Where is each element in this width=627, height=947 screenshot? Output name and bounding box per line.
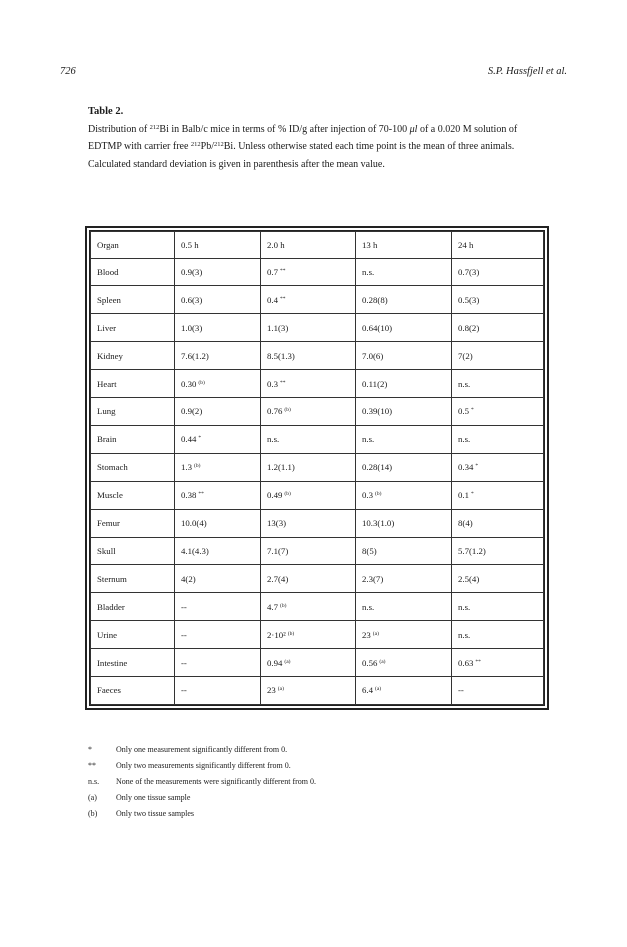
- cell-value: 0.94: [267, 657, 283, 668]
- table-row: [91, 342, 544, 370]
- caption-superscript: 212: [190, 141, 201, 148]
- cell-value: 0.39(10): [362, 406, 393, 417]
- cell-value: n.s.: [458, 601, 471, 612]
- cell-value: 1.1(3): [267, 322, 289, 333]
- organ-cell: Skull: [91, 537, 175, 565]
- cell-value: 1.3: [181, 462, 192, 473]
- organ-cell: Urine: [91, 621, 175, 649]
- cell-value: 0.7(3): [458, 267, 480, 278]
- footnote-symbol: (b): [88, 809, 98, 818]
- significance-mark: (a): [284, 658, 291, 665]
- significance-mark: (b): [375, 491, 382, 498]
- table-row: [91, 425, 544, 453]
- significance-mark: (b): [287, 630, 295, 637]
- organ-cell: Spleen: [91, 286, 175, 314]
- value-cell: [356, 453, 452, 481]
- table-row: [91, 509, 544, 537]
- cell-value: 4.1(4.3): [181, 545, 209, 556]
- cell-value: n.s.: [362, 434, 375, 445]
- value-cell: [356, 593, 452, 621]
- cell-value: 0.9(2): [181, 406, 203, 417]
- value-cell: [261, 649, 356, 677]
- cell-value: n.s.: [458, 378, 471, 389]
- table-row: [91, 649, 544, 677]
- table-inner-frame: [89, 230, 545, 706]
- cell-value: 0.30: [181, 378, 197, 389]
- caption-unit: μl: [409, 123, 418, 135]
- footnote: [88, 790, 316, 806]
- cell-value: 1.2(1.1): [267, 462, 295, 473]
- cell-value: 0.44: [181, 434, 197, 445]
- cell-value: --: [181, 685, 187, 696]
- value-cell: [452, 676, 544, 704]
- value-cell: [175, 398, 261, 426]
- value-cell: [175, 509, 261, 537]
- cell-value: 0.8(2): [458, 322, 480, 333]
- cell-value: 23: [267, 685, 276, 696]
- header-cell: 24 h: [452, 232, 544, 259]
- footnote-symbol: **: [88, 761, 96, 770]
- footnote: [88, 742, 316, 758]
- significance-mark: (a): [277, 686, 284, 693]
- cell-value: n.s.: [458, 434, 471, 445]
- value-cell: [261, 398, 356, 426]
- cell-value: n.s.: [362, 267, 375, 278]
- cell-value: 0.28(14): [362, 462, 393, 473]
- value-cell: [356, 425, 452, 453]
- value-cell: [175, 481, 261, 509]
- value-cell: [452, 649, 544, 677]
- organ-cell: Stomach: [91, 453, 175, 481]
- value-cell: [175, 453, 261, 481]
- value-cell: [356, 649, 452, 677]
- cell-value: 2.5(4): [458, 573, 480, 584]
- cell-value: 8.5(1.3): [267, 350, 295, 361]
- footnote-text: Only one tissue sample: [116, 793, 191, 802]
- value-cell: [452, 370, 544, 398]
- value-cell: [175, 258, 261, 286]
- table-row: [91, 258, 544, 286]
- organ-cell: Femur: [91, 509, 175, 537]
- table-row: [91, 593, 544, 621]
- table-row: [91, 676, 544, 704]
- table-row: [91, 370, 544, 398]
- cell-value: --: [458, 685, 464, 696]
- significance-mark: (b): [194, 463, 201, 470]
- cell-value: 0.34: [458, 462, 474, 473]
- footnote: [88, 758, 316, 774]
- value-cell: [452, 286, 544, 314]
- organ-cell: Heart: [91, 370, 175, 398]
- value-cell: [356, 286, 452, 314]
- value-cell: [261, 258, 356, 286]
- cell-value: 1.0(3): [181, 322, 203, 333]
- header-cell: 0.5 h: [175, 232, 261, 259]
- value-cell: [356, 370, 452, 398]
- distribution-table-frame: [85, 226, 549, 710]
- organ-cell: Muscle: [91, 481, 175, 509]
- caption-part: Bi in Balb/c mice in terms of % ID/g after injection of 70-100: [159, 123, 410, 135]
- cell-value: 7.1(7): [267, 545, 289, 556]
- footnote-symbol: n.s.: [88, 777, 100, 786]
- organ-cell: Brain: [91, 425, 175, 453]
- table-row: [91, 621, 544, 649]
- significance-mark: (b): [284, 407, 291, 414]
- significance-mark: **: [280, 295, 286, 302]
- cell-value: 0.49: [267, 490, 283, 501]
- table-body: [91, 258, 544, 704]
- footnote: [88, 774, 316, 790]
- cell-value: n.s.: [267, 434, 280, 445]
- value-cell: [261, 481, 356, 509]
- organ-cell: Liver: [91, 314, 175, 342]
- footnote-symbol: *: [88, 745, 92, 754]
- cell-value: 0.56: [362, 657, 378, 668]
- value-cell: [356, 621, 452, 649]
- page-number: 726: [60, 66, 76, 77]
- cell-value: 0.5: [458, 406, 469, 417]
- value-cell: [452, 342, 544, 370]
- cell-value: 0.1: [458, 490, 469, 501]
- footnote-text: Only two tissue samples: [116, 809, 194, 818]
- running-author: S.P. Hassfjell et al.: [487, 66, 567, 77]
- cell-value: 23: [362, 629, 371, 640]
- value-cell: [356, 509, 452, 537]
- cell-value: 0.9(3): [181, 267, 203, 278]
- organ-cell: Kidney: [91, 342, 175, 370]
- value-cell: [175, 370, 261, 398]
- significance-mark: **: [475, 658, 481, 665]
- cell-value: 10.3(1.0): [362, 518, 395, 529]
- organ-cell: Lung: [91, 398, 175, 426]
- table-row: [91, 398, 544, 426]
- table-header-row: [91, 232, 544, 259]
- value-cell: [261, 593, 356, 621]
- value-cell: [261, 453, 356, 481]
- value-cell: [261, 565, 356, 593]
- organ-cell: Faeces: [91, 676, 175, 704]
- cell-value: 0.38: [181, 490, 197, 501]
- header-cell: 13 h: [356, 232, 452, 259]
- value-cell: [261, 537, 356, 565]
- value-cell: [452, 621, 544, 649]
- header-cell: 2.0 h: [261, 232, 356, 259]
- cell-value: 8(4): [458, 518, 473, 529]
- value-cell: [356, 537, 452, 565]
- value-cell: [175, 649, 261, 677]
- footnote-text: None of the measurements were significantly different from 0.: [116, 777, 317, 786]
- caption-part: of a 0.020 M solution of EDTMP with carrier free: [88, 123, 518, 152]
- cell-value: 4.7: [267, 601, 278, 612]
- value-cell: [261, 425, 356, 453]
- value-cell: [175, 593, 261, 621]
- cell-value: 0.6(3): [181, 294, 203, 305]
- cell-value: n.s.: [362, 601, 375, 612]
- value-cell: [356, 258, 452, 286]
- value-cell: [175, 286, 261, 314]
- value-cell: [452, 425, 544, 453]
- caption-superscript: 212: [214, 141, 224, 148]
- cell-value: 7.6(1.2): [181, 350, 209, 361]
- value-cell: [356, 398, 452, 426]
- value-cell: [452, 593, 544, 621]
- caption-part: Bi. Unless otherwise stated each time point is the mean of three animals. Calculated standard deviation is given in parenthesis after the mean value.: [88, 141, 515, 170]
- cell-value: 0.64(10): [362, 322, 393, 333]
- significance-mark: *: [471, 491, 474, 498]
- significance-mark: (b): [280, 602, 287, 609]
- cell-value: 13(3): [267, 518, 287, 529]
- cell-value: 5.7(1.2): [458, 545, 486, 556]
- value-cell: [175, 314, 261, 342]
- table-row: [91, 537, 544, 565]
- header-cell: Organ: [91, 232, 175, 259]
- cell-value: 0.3: [267, 378, 278, 389]
- footnote-text: Only two measurements significantly different from 0.: [116, 761, 291, 770]
- value-cell: [261, 621, 356, 649]
- significance-mark: (a): [375, 686, 382, 693]
- caption-part: Pb/: [200, 141, 215, 152]
- cell-value: 4(2): [181, 573, 196, 584]
- cell-value: --: [181, 657, 187, 668]
- cell-value: 0.63: [458, 657, 474, 668]
- value-cell: [175, 342, 261, 370]
- value-cell: [175, 565, 261, 593]
- significance-mark: *: [198, 435, 202, 442]
- cell-value: 10.0(4): [181, 518, 207, 529]
- significance-mark: (a): [379, 658, 386, 665]
- organ-cell: Sternum: [91, 565, 175, 593]
- value-cell: [261, 314, 356, 342]
- value-cell: [261, 342, 356, 370]
- value-cell: [261, 286, 356, 314]
- significance-mark: **: [280, 268, 286, 275]
- significance-mark: (b): [284, 491, 291, 498]
- cell-value: 2.3(7): [362, 573, 384, 584]
- caption-superscript: 212: [149, 123, 160, 131]
- cell-value: 0.3: [362, 490, 373, 501]
- significance-mark: **: [280, 379, 286, 386]
- value-cell: [356, 314, 452, 342]
- value-cell: [175, 425, 261, 453]
- table-row: [91, 286, 544, 314]
- value-cell: [175, 621, 261, 649]
- value-cell: [452, 314, 544, 342]
- value-cell: [452, 509, 544, 537]
- table-row: [91, 453, 544, 481]
- value-cell: [356, 676, 452, 704]
- caption-text: [88, 121, 548, 174]
- footnote: [88, 806, 316, 822]
- significance-mark: *: [475, 463, 479, 470]
- table-row: [91, 565, 544, 593]
- cell-value: 0.11(2): [362, 378, 388, 389]
- value-cell: [175, 676, 261, 704]
- organ-cell: Bladder: [91, 593, 175, 621]
- cell-value: 7(2): [458, 350, 473, 361]
- value-cell: [452, 565, 544, 593]
- value-cell: [452, 398, 544, 426]
- table-row: [91, 314, 544, 342]
- organ-cell: Blood: [91, 258, 175, 286]
- significance-mark: *: [471, 407, 474, 414]
- value-cell: [356, 565, 452, 593]
- value-cell: [261, 370, 356, 398]
- value-cell: [356, 481, 452, 509]
- table-title: Table 2.: [88, 106, 124, 117]
- significance-mark: (b): [198, 379, 205, 386]
- cell-value: 0.7: [267, 267, 278, 278]
- cell-value: --: [181, 629, 187, 640]
- cell-value: 8(5): [362, 545, 377, 556]
- significance-mark: (a): [372, 630, 379, 637]
- value-cell: [356, 342, 452, 370]
- cell-value: 6.4: [362, 685, 373, 696]
- cell-value: 7.0(6): [362, 350, 384, 361]
- cell-value: 0.76: [267, 406, 283, 417]
- footnote-symbol: (a): [88, 793, 97, 802]
- cell-value: 0.4: [267, 294, 278, 305]
- value-cell: [175, 537, 261, 565]
- table-caption: [88, 103, 548, 173]
- cell-value: 0.28(8): [362, 294, 388, 305]
- value-cell: [452, 453, 544, 481]
- distribution-table: [90, 231, 544, 705]
- value-cell: [261, 676, 356, 704]
- cell-value: 0.5(3): [458, 294, 480, 305]
- cell-value: n.s.: [458, 629, 471, 640]
- significance-mark: **: [198, 491, 204, 498]
- cell-value: 2.7(4): [267, 573, 289, 584]
- value-cell: [452, 481, 544, 509]
- footnote-text: Only one measurement significantly different from 0.: [116, 745, 288, 754]
- cell-value: 2·10²: [267, 629, 286, 640]
- cell-value: --: [181, 601, 187, 612]
- footnotes: [88, 742, 316, 822]
- value-cell: [261, 509, 356, 537]
- value-cell: [452, 258, 544, 286]
- organ-cell: Intestine: [91, 649, 175, 677]
- caption-part: Distribution of: [88, 123, 150, 135]
- value-cell: [452, 537, 544, 565]
- table-row: [91, 481, 544, 509]
